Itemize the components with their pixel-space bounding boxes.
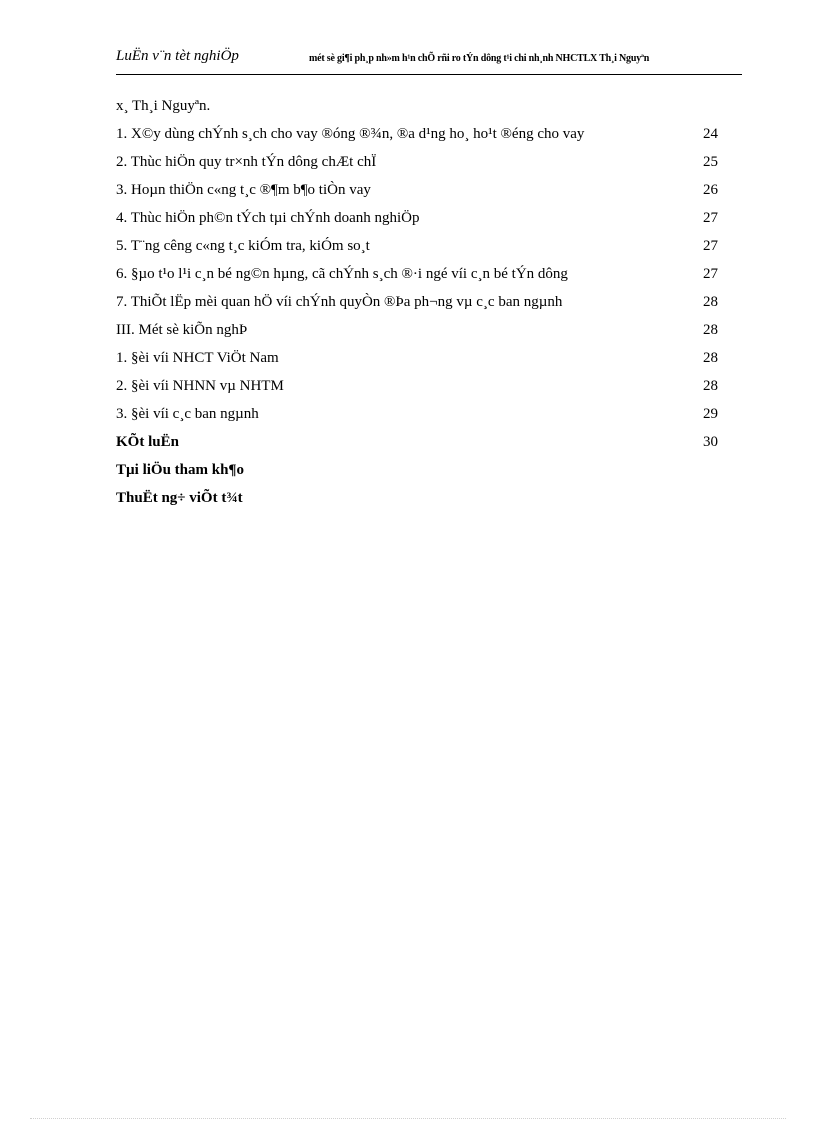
toc-entry <box>116 176 718 204</box>
toc-entry-label: 4. Thùc hiÖn ph©n tÝch tµi chÝnh doanh nghiÖp <box>116 210 420 226</box>
toc-entry-label: 2. §èi víi NHNN vµ NHTM <box>116 378 284 394</box>
toc-entry-label: 3. §èi víi c¸c ban ngµnh <box>116 406 259 422</box>
toc-entry <box>116 428 718 456</box>
toc-entry-page-number: 27 <box>703 266 718 282</box>
toc-entry-label: Tµi liÖu tham kh¶o <box>116 462 245 478</box>
toc-entry-page-number: 29 <box>703 406 718 422</box>
header-thesis-title: mét sè gi¶i ph¸p nh»m h¹n chÕ rñi ro tÝn dông t¹i chi nh¸nh NHCTLX Th¸i Nguyªn <box>309 53 650 64</box>
toc-entry-page-number: 30 <box>703 434 718 450</box>
page-bottom-divider <box>30 1118 786 1119</box>
toc-entry <box>116 372 718 400</box>
toc-entry-label: 1. §èi víi NHCT ViÖt Nam <box>116 350 279 366</box>
toc-entry <box>116 204 718 232</box>
toc-entry-page-number: 28 <box>703 322 718 338</box>
toc-entry-page-number: 28 <box>703 294 718 310</box>
toc-entry-page-number: 24 <box>703 126 718 142</box>
toc-entry-label: 2. Thùc hiÖn quy tr×nh tÝn dông chÆt chÏ <box>116 154 377 170</box>
toc-entry-label: 3. Hoµn thiÖn c«ng t¸c ®¶m b¶o tiÒn vay <box>116 182 371 198</box>
header-thesis-label: LuËn v¨n tèt nghiÖp <box>116 48 239 64</box>
toc-entry-page-number: 28 <box>703 350 718 366</box>
toc-entry <box>116 120 718 148</box>
toc-entry-label: x¸ Th¸i Nguyªn. <box>116 98 211 114</box>
page-header <box>116 48 742 75</box>
toc-entry-label: 1. X©y dùng chÝnh s¸ch cho vay ®óng ®¾n, ®a d¹ng ho¸ ho¹t ®éng cho vay <box>116 126 585 142</box>
toc-entry-page-number: 28 <box>703 378 718 394</box>
toc-entry <box>116 400 718 428</box>
toc-entry-page-number: 26 <box>703 182 718 198</box>
toc-entry-label: ThuËt ng÷ viÕt t¾t <box>116 490 243 506</box>
toc-entry <box>116 484 718 512</box>
table-of-contents <box>116 92 718 512</box>
toc-entry <box>116 456 718 484</box>
toc-entry-label: 5. T¨ng cêng c«ng t¸c kiÓm tra, kiÓm so¸t <box>116 238 370 254</box>
toc-entry <box>116 92 718 120</box>
toc-entry-label: KÕt luËn <box>116 434 179 450</box>
toc-entry-label: 7. ThiÕt lËp mèi quan hÖ víi chÝnh quyÒn ®Þa ph¬ng vµ c¸c ban ngµnh <box>116 294 563 310</box>
toc-entry-page-number: 27 <box>703 238 718 254</box>
toc-entry-label: III. Mét sè kiÕn nghÞ <box>116 322 248 338</box>
toc-entry <box>116 232 718 260</box>
toc-entry-page-number: 25 <box>703 154 718 170</box>
toc-entry <box>116 288 718 316</box>
toc-entry-label: 6. §µo t¹o l¹i c¸n bé ng©n hµng, cã chÝnh s¸ch ®·i ngé víi c¸n bé tÝn dông <box>116 266 568 282</box>
toc-entry <box>116 260 718 288</box>
toc-entry <box>116 148 718 176</box>
toc-entry-page-number: 27 <box>703 210 718 226</box>
toc-entry <box>116 344 718 372</box>
toc-entry <box>116 316 718 344</box>
